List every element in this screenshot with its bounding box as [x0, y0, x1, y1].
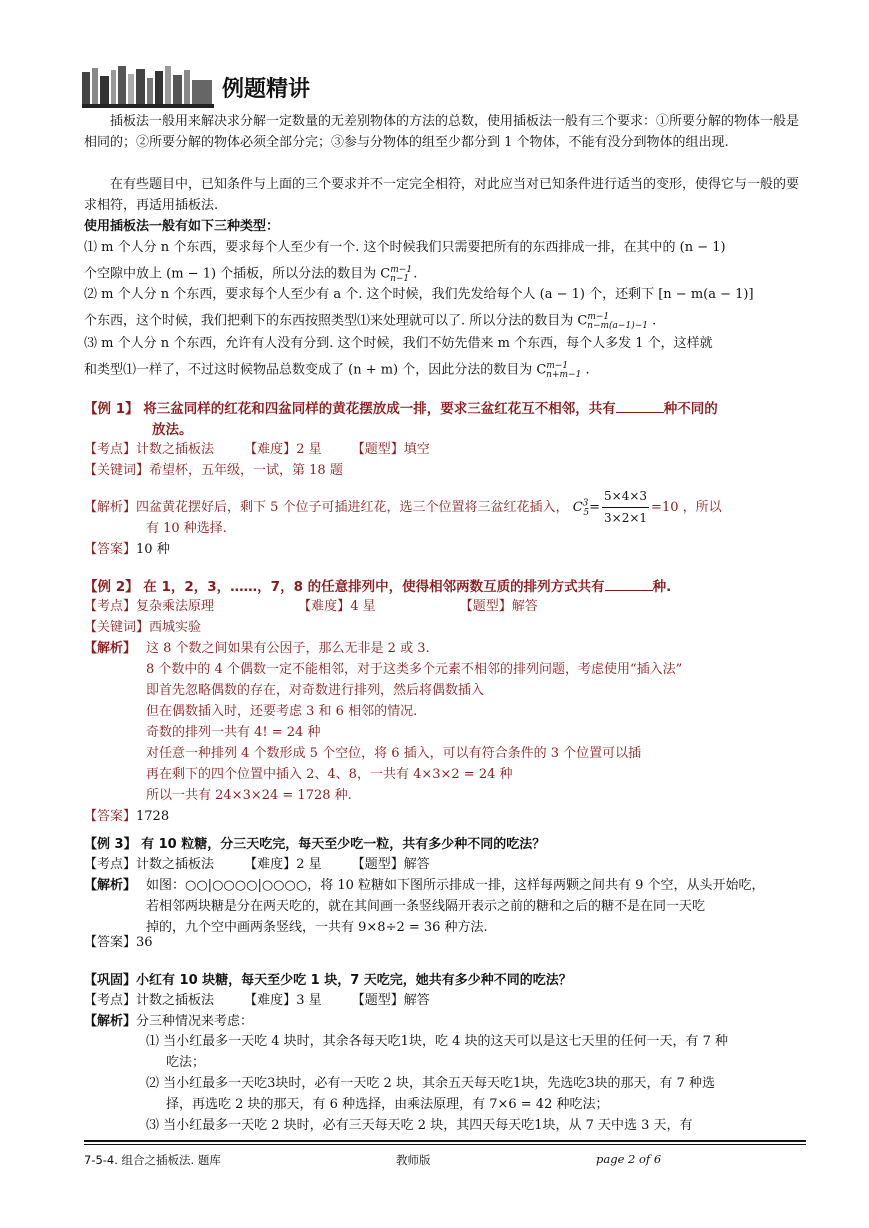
footer-rule — [84, 1140, 806, 1142]
example-1-question: 【例 1】 将三盆同样的红花和四盆同样的黄花摆放成一排，要求三盆红花互不相邻，共有 种不同的 — [84, 401, 718, 417]
case-line: ⑶ 当小红最多一天吃 2 块时，必有三天每天吃 2 块，其四天每天吃1块，从 7 天中选 3 天，有 — [146, 1118, 693, 1133]
example-2-keywords: 【关键词】西城实验 — [84, 620, 202, 635]
type-3-line-1: ⑶ m 个人分 n 个东西，允许有人没有分到. 这个时候，我们不妨先借来 m 个东西，每个人多发 1 个，这样就 — [84, 336, 713, 351]
solution-line: 所以一共有 24×3×24 = 1728 种. — [146, 788, 352, 803]
solution-line: 对任意一种排列 4 个数形成 5 个空位，将 6 插入，可以有符合条件的 3 个位置可以插 — [146, 746, 642, 761]
example-3-answer: 【答案】36 — [84, 935, 153, 950]
type-2-line-2: 个东西，这个时候，我们把剩下的东西按照类型⑴来处理就可以了. 所以分法的数目为 $C^{m-1}_{n-m(a-1)-1}$ . — [84, 312, 657, 331]
solution-line: 再在剩下的四个位置中插入 2、4、8，一共有 4×3×2 = 24 种 — [146, 767, 513, 782]
intro-paragraph-1: 插板法一般用来解决求分解一定数量的无差别物体的方法的总数，使用插板法一般有三个要求：①所要分解的物体一般是相同的；②所要分解的物体必须全部分完；③参与分物体的组至少都分到 1 个物体，不能有没分到物体的组出现. — [84, 114, 800, 150]
footer-rule-thin — [84, 1144, 806, 1145]
example-1-question-cont: 放法。 — [152, 422, 193, 438]
example-3-meta: 【考点】计数之插板法 【难度】2 星 【题型】解答 — [84, 857, 430, 872]
page-title: 例题精讲 — [222, 77, 311, 102]
case-line: ⑴ 当小红最多一天吃 4 块时，其余各每天吃1块，吃 4 块的这天可以是这七天里的任何一天，有 7 种 — [146, 1034, 729, 1049]
solution-line: 这 8 个数之间如果有公因子，那么无非是 2 或 3. — [146, 641, 430, 656]
example-3-question: 【例 3】 有 10 粒糖，分三天吃完，每天至少吃一粒，共有多少种不同的吃法？ — [84, 837, 546, 852]
consolidation-meta: 【考点】计数之插板法 【难度】3 星 【题型】解答 — [84, 993, 430, 1008]
example-1-solution-cont: 有 10 种选择. — [146, 521, 227, 536]
type-1-line-2: 个空隙中放上 (m − 1) 个插板，所以分法的数目为 $C^{m-1}_{n-1}$ . — [84, 265, 418, 284]
consolidation-solution: 【解析】分三种情况来考虑： — [84, 1014, 254, 1029]
example-2-solution — [146, 638, 806, 806]
footer-page-number: page 2 of 6 — [596, 1152, 662, 1166]
example-2-question: 【例 2】 在 1，2，3，……，7，8 的任意排列中，使得相邻两数互质的排列方式共有 种. — [84, 579, 672, 595]
example-3-solution-label: 【解析】 — [84, 878, 137, 893]
intro-paragraph-2: 在有些题目中，已知条件与上面的三个要求并不一定完全相符，对此应当对已知条件进行适当的变形，使得它与一般的要求相符，再适用插板法. — [84, 177, 800, 213]
example-3-solution — [146, 875, 806, 938]
type-2-line-1: ⑵ m 个人分 n 个东西，要求每个人至少有 a 个. 这个时候，我们先发给每个人 (a − 1) 个，还剩下 [n − m(a − 1)] — [84, 287, 754, 302]
case-line: ⑵ 当小红最多一天吃3块时，必有一天吃 2 块，其余五天每天吃1块，先选吃3块的那天，有 7 种选 — [146, 1076, 716, 1091]
example-2-solution-label: 【解析】 — [84, 641, 137, 656]
type-3-line-2: 和类型⑴一样了，不过这时候物品总数变成了 (n + m) 个，因此分法的数目为 $C^{m-1}_{n+m-1}$ . — [84, 361, 590, 380]
example-1-answer: 【答案】10 种 — [84, 542, 170, 557]
answer-blank — [605, 578, 653, 591]
footer-center: 教师版 — [396, 1153, 431, 1167]
case-line: 吃法； — [166, 1055, 206, 1070]
types-heading: 使用插板法一般有如下三种类型： — [84, 219, 280, 234]
answer-blank — [616, 400, 664, 413]
example-2-meta: 【考点】复杂乘法原理 【难度】4 星 【题型】解答 — [84, 599, 538, 614]
case-line: 择，再选吃 2 块的那天，有 6 种选择，由乘法原理，有 7×6 = 42 种吃法； — [166, 1097, 609, 1112]
solution-line: 掉的，九个空中画两条竖线，一共有 9×8÷2 = 36 种方法. — [146, 920, 488, 935]
solution-line: 8 个数中的 4 个偶数一定不能相邻，对于这类多个元素不相邻的排列问题，考虑使用“插入法” — [146, 662, 683, 677]
example-2-answer: 【答案】1728 — [84, 809, 170, 824]
example-1-solution: 【解析】四盆黄花摆好后，剩下 5 个位子可插进红花，选三个位置将三盆红花插入， $C^3_5=$ $\frac{5\times 4\times 3}{3\times 2\times 1}$ =10 ，所以 — [84, 486, 806, 529]
example-1-meta: 【考点】计数之插板法 【难度】2 星 【题型】填空 — [84, 442, 430, 457]
footer-left: 7-5-4. 组合之插板法. 题库 — [84, 1153, 221, 1167]
solution-line: 但在偶数插入时，还要考虑 3 和 6 相邻的情况. — [146, 704, 418, 719]
solution-line: 若相邻两块糖是分在两天吃的，就在其间画一条竖线隔开表示之前的糖和之后的糖不是在同一天吃 — [146, 899, 706, 914]
solution-line: 如图：○○|○○○○|○○○○，将 10 粒糖如下图所示排成一排，这样每两颗之间共有 9 个空，从头开始吃， — [146, 878, 765, 893]
books-logo-icon — [82, 66, 214, 108]
solution-line: 奇数的排列一共有 4! = 24 种 — [146, 725, 321, 740]
consolidation-cases — [146, 1031, 806, 1136]
type-1-line-1: ⑴ m 个人分 n 个东西，要求每个人至少有一个. 这个时候我们只需要把所有的东西排成一排，在其中的 (n − 1) — [84, 240, 726, 255]
consolidation-question: 【巩固】小红有 10 块糖，每天至少吃 1 块，7 天吃完，她共有多少种不同的吃法？ — [84, 973, 572, 988]
example-1-keywords: 【关键词】希望杯，五年级，一试，第 18 题 — [84, 463, 343, 478]
solution-line: 即首先忽略偶数的存在，对奇数进行排列，然后将偶数插入 — [146, 683, 485, 698]
